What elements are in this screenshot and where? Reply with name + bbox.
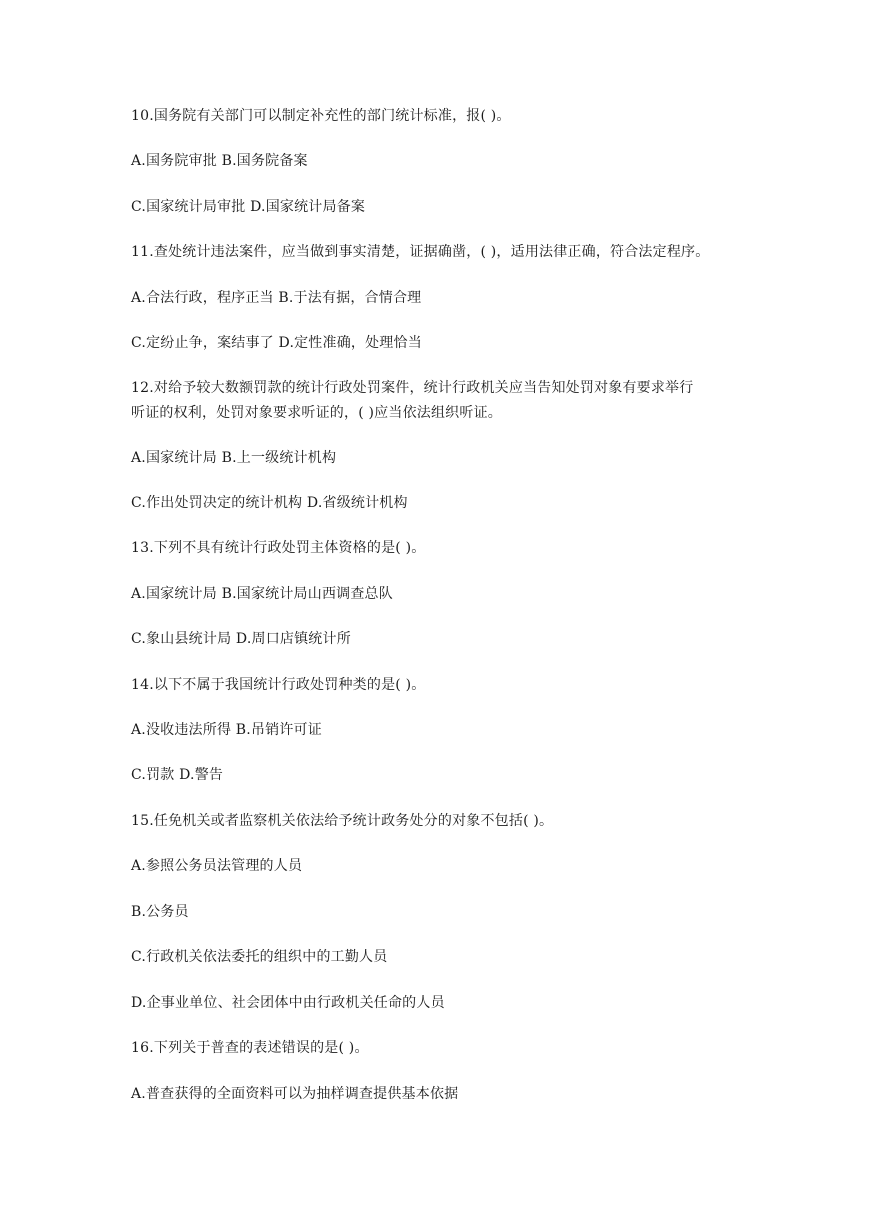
- question-10: 10.国务院有关部门可以制定补充性的部门统计标准，报( )。: [131, 108, 511, 124]
- question-11-options-cd: C.定纷止争，案结事了 D.定性准确，处理恰当: [131, 335, 422, 351]
- question-12-options-cd: C.作出处罚决定的统计机构 D.省级统计机构: [131, 495, 408, 511]
- question-16: 16.下列关于普查的表述错误的是( )。: [131, 1040, 369, 1056]
- question-15-option-c: C.行政机关依法委托的组织中的工勤人员: [131, 949, 388, 965]
- question-14-options-cd: C.罚款 D.警告: [131, 767, 224, 783]
- question-12-line-1: 12.对给予较大数额罚款的统计行政处罚案件，统计行政机关应当告知处罚对象有要求举行: [131, 380, 694, 396]
- question-13-options-cd: C.象山县统计局 D.周口店镇统计所: [131, 631, 351, 647]
- question-12-line-2: 听证的权利，处罚对象要求听证的，( )应当依法组织听证。: [131, 405, 502, 421]
- question-10-options-cd: C.国家统计局审批 D.国家统计局备案: [131, 199, 366, 215]
- question-16-option-a: A.普查获得的全面资料可以为抽样调查提供基本依据: [131, 1086, 459, 1102]
- question-13-options-ab: A.国家统计局 B.国家统计局山西调查总队: [131, 586, 393, 602]
- question-11-options-ab: A.合法行政，程序正当 B.于法有据，合情合理: [131, 290, 422, 306]
- question-15: 15.任免机关或者监察机关依法给予统计政务处分的对象不包括( )。: [131, 813, 554, 829]
- question-14: 14.以下不属于我国统计行政处罚种类的是( )。: [131, 677, 426, 693]
- question-15-option-a: A.参照公务员法管理的人员: [131, 858, 303, 874]
- question-14-options-ab: A.没收违法所得 B.吊销许可证: [131, 722, 322, 738]
- question-15-option-b: B.公务员: [131, 904, 189, 920]
- question-10-options-ab: A.国务院审批 B.国务院备案: [131, 153, 308, 169]
- question-15-option-d: D.企事业单位、社会团体中由行政机关任命的人员: [131, 995, 445, 1011]
- question-12-options-ab: A.国家统计局 B.上一级统计机构: [131, 450, 337, 466]
- question-13: 13.下列不具有统计行政处罚主体资格的是( )。: [131, 540, 426, 556]
- question-11: 11.查处统计违法案件，应当做到事实清楚，证据确凿，( )，适用法律正确，符合法定程序。: [131, 244, 710, 260]
